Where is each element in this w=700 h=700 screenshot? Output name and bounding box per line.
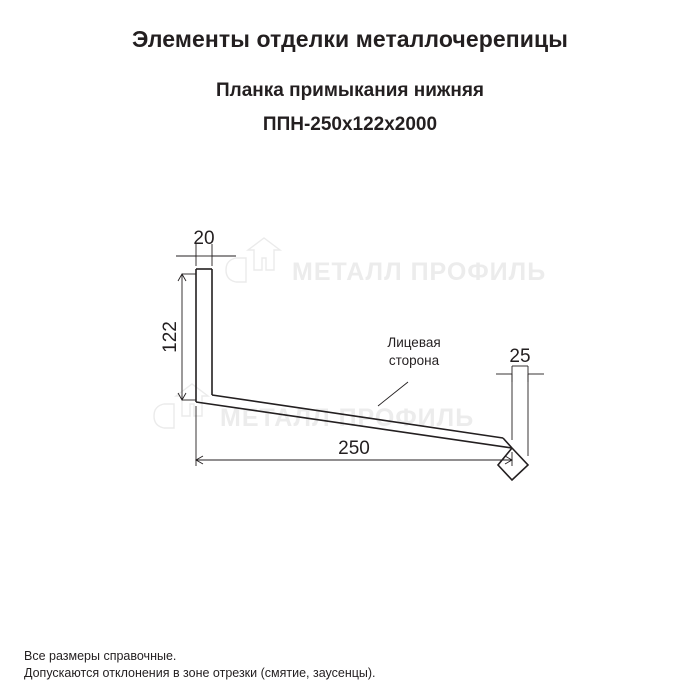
dim-bottom-label: 250 [338, 438, 370, 459]
svg-text:МЕТАЛЛ ПРОФИЛЬ: МЕТАЛЛ ПРОФИЛЬ [292, 258, 547, 286]
footer-line-1: Все размеры справочные. [24, 649, 177, 663]
product-name: Планка примыкания нижняя [215, 80, 485, 101]
watermark-lower [154, 384, 474, 432]
face-side-annotation [378, 335, 441, 406]
technical-drawing [0, 170, 700, 530]
dim-left-label: 122 [160, 321, 181, 353]
footer-notes [24, 648, 674, 682]
face-label-line2: сторона [388, 353, 440, 368]
page-title: Элементы отделки металлочерепицы [131, 26, 568, 52]
dimension-top-20 [176, 228, 236, 266]
dim-top-label: 20 [193, 228, 215, 249]
product-code: ППН-250x122x2000 [262, 114, 438, 135]
watermark-upper [226, 238, 546, 286]
dimension-right-25 [496, 346, 544, 456]
svg-text:МЕТАЛЛ ПРОФИЛЬ: МЕТАЛЛ ПРОФИЛЬ [220, 404, 475, 432]
face-label-line1: Лицевая [387, 335, 441, 350]
title-block [0, 22, 700, 140]
dimension-left-122 [160, 274, 196, 400]
footer-line-2: Допускаются отклонения в зоне отрезки (смятие, заусенцы). [24, 666, 376, 680]
dim-right-label: 25 [509, 346, 531, 367]
